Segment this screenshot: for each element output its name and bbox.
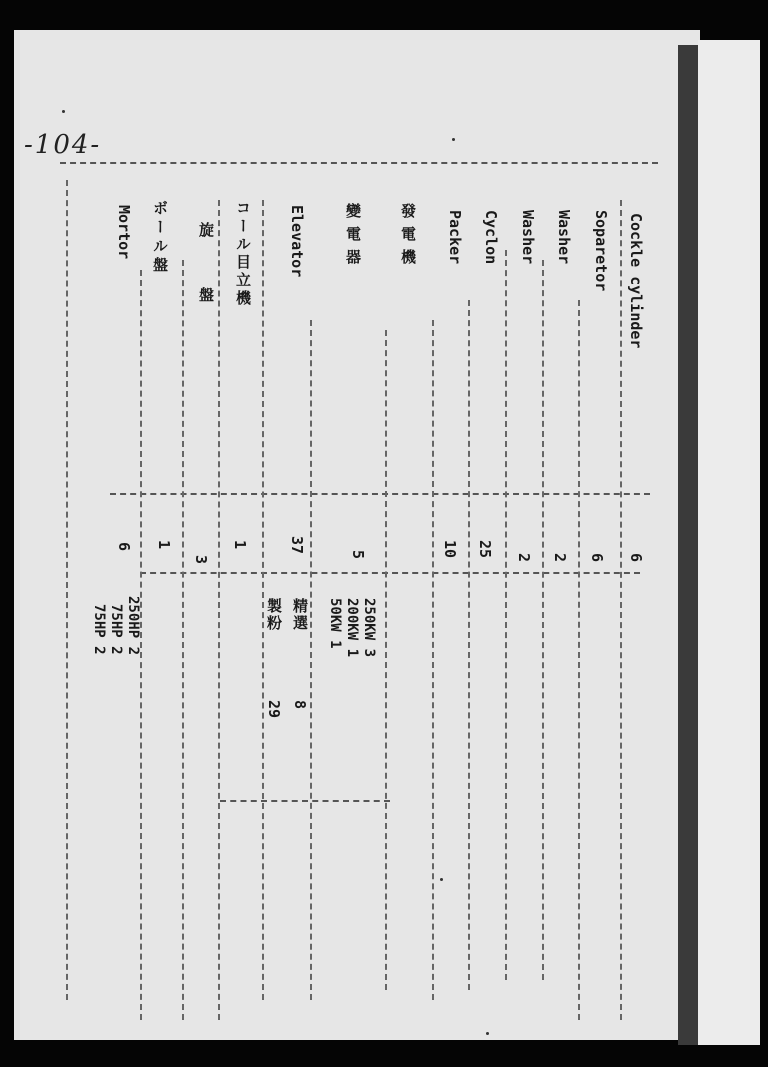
item-spec-quantity: 8 [291, 700, 309, 710]
item-name: 旋盤 [197, 222, 215, 352]
table-row-divider [218, 200, 220, 1020]
page-mark [62, 110, 65, 113]
page-mark [486, 1032, 489, 1035]
item-quantity: 25 [476, 540, 494, 559]
item-name: 發電機 [399, 203, 417, 272]
table-row-divider [182, 260, 184, 1020]
table-rule-qty [110, 493, 650, 495]
item-name: Cyclon [482, 210, 500, 265]
table-row-divider [310, 320, 312, 1000]
item-quantity: 37 [288, 536, 306, 555]
item-quantity: 6 [115, 542, 133, 552]
page-mark [452, 138, 455, 141]
item-spec-quantity: 29 [265, 700, 283, 719]
item-name: Soparetor [592, 210, 610, 292]
item-spec: 50KW 1 [327, 598, 343, 649]
item-quantity: 3 [192, 555, 210, 565]
table-top-rule [60, 162, 658, 164]
item-quantity: 1 [155, 540, 173, 550]
item-spec: 250HP 2 [125, 596, 141, 656]
page-number: -104- [24, 130, 102, 160]
facing-page-edge [698, 40, 760, 1045]
table-row-divider [578, 300, 580, 1020]
table-row-divider [468, 300, 470, 990]
item-name: Elevator [288, 205, 306, 278]
page-mark [440, 878, 443, 881]
item-spec: 75HP 2 [91, 604, 107, 655]
table-row-divider [66, 180, 68, 1000]
item-name: コール目立機 [234, 200, 252, 308]
table-row-divider [505, 250, 507, 980]
item-name: 變電器 [344, 203, 362, 272]
table-rule-spec [140, 572, 640, 574]
item-spec: 250KW 3 [361, 598, 377, 658]
item-quantity: 2 [515, 553, 533, 563]
table-row-divider [432, 320, 434, 1000]
item-spec: 精選 [291, 598, 309, 632]
table-row-divider [385, 330, 387, 990]
item-quantity: 1 [231, 540, 249, 550]
item-name: Mortor [115, 205, 133, 260]
item-name: Packer [446, 210, 464, 265]
item-quantity: 5 [349, 550, 367, 560]
item-name: Washer [555, 210, 573, 265]
item-quantity: 6 [627, 553, 645, 563]
item-quantity: 10 [441, 540, 459, 559]
document-page [14, 30, 700, 1040]
item-spec: 200KW 1 [344, 598, 360, 658]
table-row-divider [620, 200, 622, 1020]
book-spine [678, 45, 698, 1045]
item-name: Washer [519, 210, 537, 265]
table-row-divider [542, 260, 544, 980]
item-name: Cockle cylinder [627, 213, 645, 349]
item-quantity: 6 [588, 553, 606, 563]
item-name: ボール盤 [151, 200, 169, 276]
item-spec: 製粉 [265, 598, 283, 632]
item-quantity: 2 [551, 553, 569, 563]
table-row-divider [262, 200, 264, 1000]
table-rule-spec-qty [220, 800, 390, 802]
item-spec: 75HP 2 [108, 604, 124, 655]
